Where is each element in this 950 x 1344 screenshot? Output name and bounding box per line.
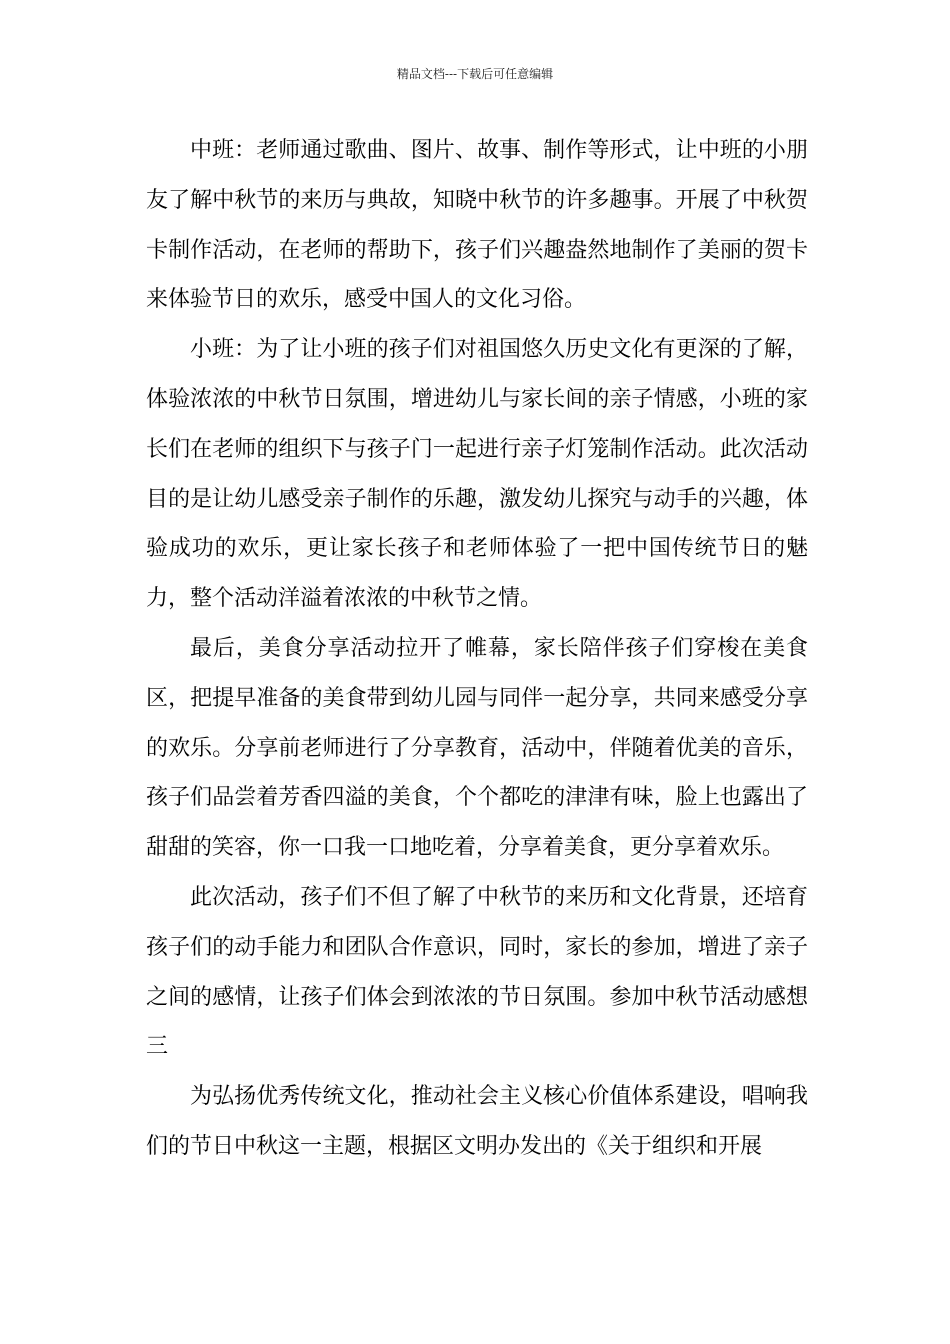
paragraph-summary: 此次活动，孩子们不但了解了中秋节的来历和文化背景，还培育孩子们的动手能力和团队合作意识，同时，家长的参加，增进了亲子之间的感情，让孩子们体会到浓浓的节日氛围。参加中秋节活动感想三 (146, 884, 808, 1060)
paragraph-food-sharing: 最后，美食分享活动拉开了帷幕，家长陪伴孩子们穿梭在美食区，把提早准备的美食带到幼儿园与同伴一起分享，共同来感受分享的欢乐。分享前老师进行了分享教育，活动中，伴随着优美的音乐，孩子们品尝着芳香四溢的美食，个个都吃的津津有味，脸上也露出了甜甜的笑容，你一口我一口地吃着，分享着美食，更分享着欢乐。 (146, 635, 808, 861)
page-header: 精品文档---下载后可任意编辑 (396, 67, 554, 81)
document-body (146, 126, 808, 1172)
paragraph-small-class: 小班：为了让小班的孩子们对祖国悠久历史文化有更深的了解，体验浓浓的中秋节日氛围，增进幼儿与家长间的亲子情感，小班的家长们在老师的组织下与孩子门一起进行亲子灯笼制作活动。此次活动目的是让幼儿感受亲子制作的乐趣，激发幼儿探究与动手的兴趣，体验成功的欢乐，更让家长孩子和老师体验了一把中国传统节日的魅力，整个活动洋溢着浓浓的中秋节之情。 (146, 337, 808, 612)
paragraph-essay-three: 为弘扬优秀传统文化，推动社会主义核心价值体系建设，唱响我们的节日中秋这一主题，根据区文明办发出的《关于组织和开展 (146, 1084, 808, 1159)
paragraph-middle-class: 中班：老师通过歌曲、图片、故事、制作等形式，让中班的小朋友了解中秋节的来历与典故，知晓中秋节的许多趣事。开展了中秋贺卡制作活动，在老师的帮助下，孩子们兴趣盎然地制作了美丽的贺卡来体验节日的欢乐，感受中国人的文化习俗。 (146, 138, 808, 313)
